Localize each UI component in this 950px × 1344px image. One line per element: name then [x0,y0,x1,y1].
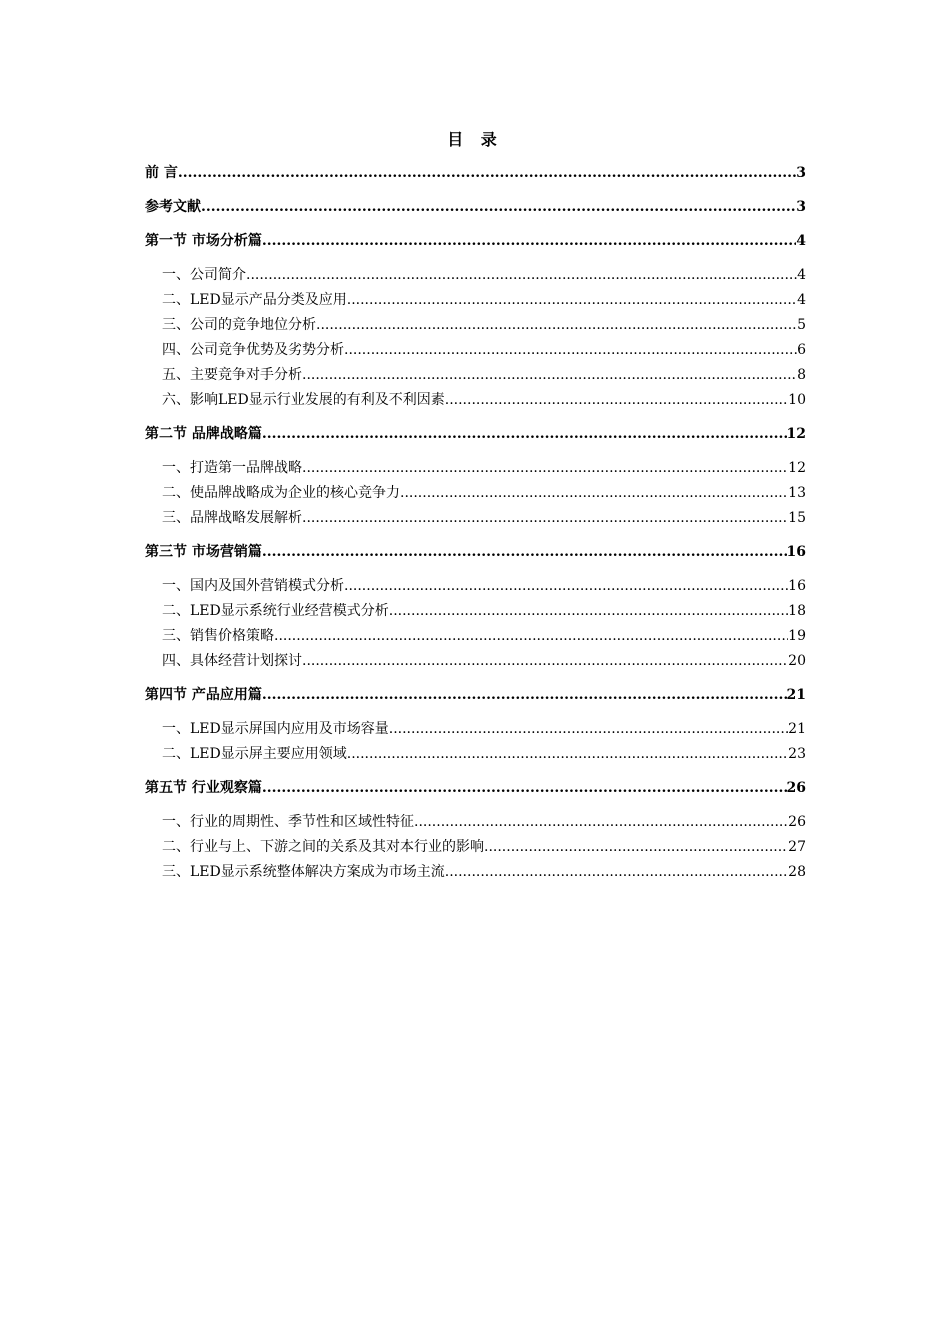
toc-entry-preface[interactable] [145,164,806,182]
dot-leader [178,164,796,182]
toc-subentry[interactable] [145,509,806,527]
toc-subentry[interactable] [145,627,806,645]
toc-entry-page: 21 [788,721,806,737]
toc-entry-page: 15 [788,510,806,526]
toc-entry-label: 第二节 品牌战略篇 [145,426,262,442]
dot-leader [302,652,788,670]
toc-entry-page: 3 [796,165,806,181]
dot-leader [445,863,788,881]
toc-subentry[interactable] [145,720,806,738]
dot-leader [302,366,797,384]
toc-entry-label: 一、行业的周期性、季节性和区域性特征 [162,814,414,830]
dot-leader [274,627,788,645]
toc-entry-label: 六、影响LED显示行业发展的有利及不利因素 [162,392,445,408]
toc-entry-page: 4 [797,267,806,283]
toc-entry-label: 三、公司的竞争地位分析 [162,317,316,333]
toc-entry-page: 13 [788,485,806,501]
toc-entry-page: 23 [788,746,806,762]
toc-entry-page: 6 [797,342,806,358]
dot-leader [302,459,788,477]
toc-entry-section-1[interactable] [145,232,806,250]
toc-subentry[interactable] [145,291,806,309]
toc-entry-label: 四、具体经营计划探讨 [162,653,302,669]
toc-entry-label: 五、主要竞争对手分析 [162,367,302,383]
toc-entry-label: 一、LED显示屏国内应用及市场容量 [162,721,389,737]
toc-entry-page: 12 [786,426,806,442]
toc-entry-page: 8 [797,367,806,383]
toc-entry-label: 第一节 市场分析篇 [145,233,262,249]
toc-entry-label: 二、行业与上、下游之间的关系及其对本行业的影响 [162,839,484,855]
toc-entry-label: 四、公司竞争优势及劣势分析 [162,342,344,358]
dot-leader [262,425,787,443]
toc-entry-page: 16 [788,578,806,594]
dot-leader [347,291,797,309]
toc-entry-label: 三、品牌战略发展解析 [162,510,302,526]
toc-entry-page: 10 [788,392,806,408]
dot-leader [262,779,787,797]
toc-entry-page: 4 [797,292,806,308]
toc-subentry[interactable] [145,863,806,881]
toc-entry-page: 4 [796,233,806,249]
toc-entry-page: 20 [788,653,806,669]
toc-entry-page: 19 [788,628,806,644]
dot-leader [262,543,787,561]
toc-entry-label: 一、打造第一品牌战略 [162,460,302,476]
toc-subentry[interactable] [145,838,806,856]
dot-leader [201,198,796,216]
toc-entry-label: 参考文献 [145,199,201,215]
toc-entry-references[interactable] [145,198,806,216]
toc-entry-section-2[interactable] [145,425,806,443]
toc-entry-label: 一、公司简介 [162,267,246,283]
toc-subentry[interactable] [145,577,806,595]
toc-subentry[interactable] [145,459,806,477]
dot-leader [347,745,788,763]
dot-leader [400,484,788,502]
toc-entry-label: 二、LED显示产品分类及应用 [162,292,347,308]
toc-subentry[interactable] [145,391,806,409]
dot-leader [389,602,788,620]
toc-entry-page: 27 [788,839,806,855]
dot-leader [246,266,797,284]
toc-entry-label: 二、使品牌战略成为企业的核心竞争力 [162,485,400,501]
dot-leader [344,341,797,359]
toc-entry-label: 前 言 [145,165,178,181]
dot-leader [414,813,788,831]
toc-entry-page: 26 [788,814,806,830]
toc-entry-page: 3 [796,199,806,215]
dot-leader [262,686,787,704]
dot-leader [344,577,788,595]
toc-entry-page: 26 [786,780,806,796]
toc-entry-page: 16 [786,544,806,560]
toc-entry-section-4[interactable] [145,686,806,704]
toc-subentry[interactable] [145,652,806,670]
toc-subentry[interactable] [145,316,806,334]
dot-leader [316,316,797,334]
toc-entry-label: 二、LED显示屏主要应用领域 [162,746,347,762]
toc-entry-page: 21 [786,687,806,703]
toc-entry-page: 5 [797,317,806,333]
toc-entry-label: 三、销售价格策略 [162,628,274,644]
toc-entry-label: 第三节 市场营销篇 [145,544,262,560]
toc-entry-page: 12 [788,460,806,476]
toc-entry-label: 二、LED显示系统行业经营模式分析 [162,603,389,619]
toc-subentry[interactable] [145,602,806,620]
toc-entry-label: 第四节 产品应用篇 [145,687,262,703]
toc-entry-page: 28 [788,864,806,880]
dot-leader [262,232,796,250]
table-of-contents [145,160,806,881]
toc-subentry[interactable] [145,341,806,359]
dot-leader [484,838,788,856]
toc-entry-page: 18 [788,603,806,619]
toc-subentry[interactable] [145,813,806,831]
toc-entry-label: 一、国内及国外营销模式分析 [162,578,344,594]
toc-title: 目 录 [447,130,503,149]
dot-leader [302,509,788,527]
toc-subentry[interactable] [145,266,806,284]
toc-subentry[interactable] [145,366,806,384]
dot-leader [445,391,788,409]
dot-leader [389,720,788,738]
toc-entry-section-5[interactable] [145,779,806,797]
toc-entry-section-3[interactable] [145,543,806,561]
toc-entry-label: 第五节 行业观察篇 [145,780,262,796]
toc-subentry[interactable] [145,484,806,502]
toc-entry-label: 三、LED显示系统整体解决方案成为市场主流 [162,864,445,880]
toc-subentry[interactable] [145,745,806,763]
